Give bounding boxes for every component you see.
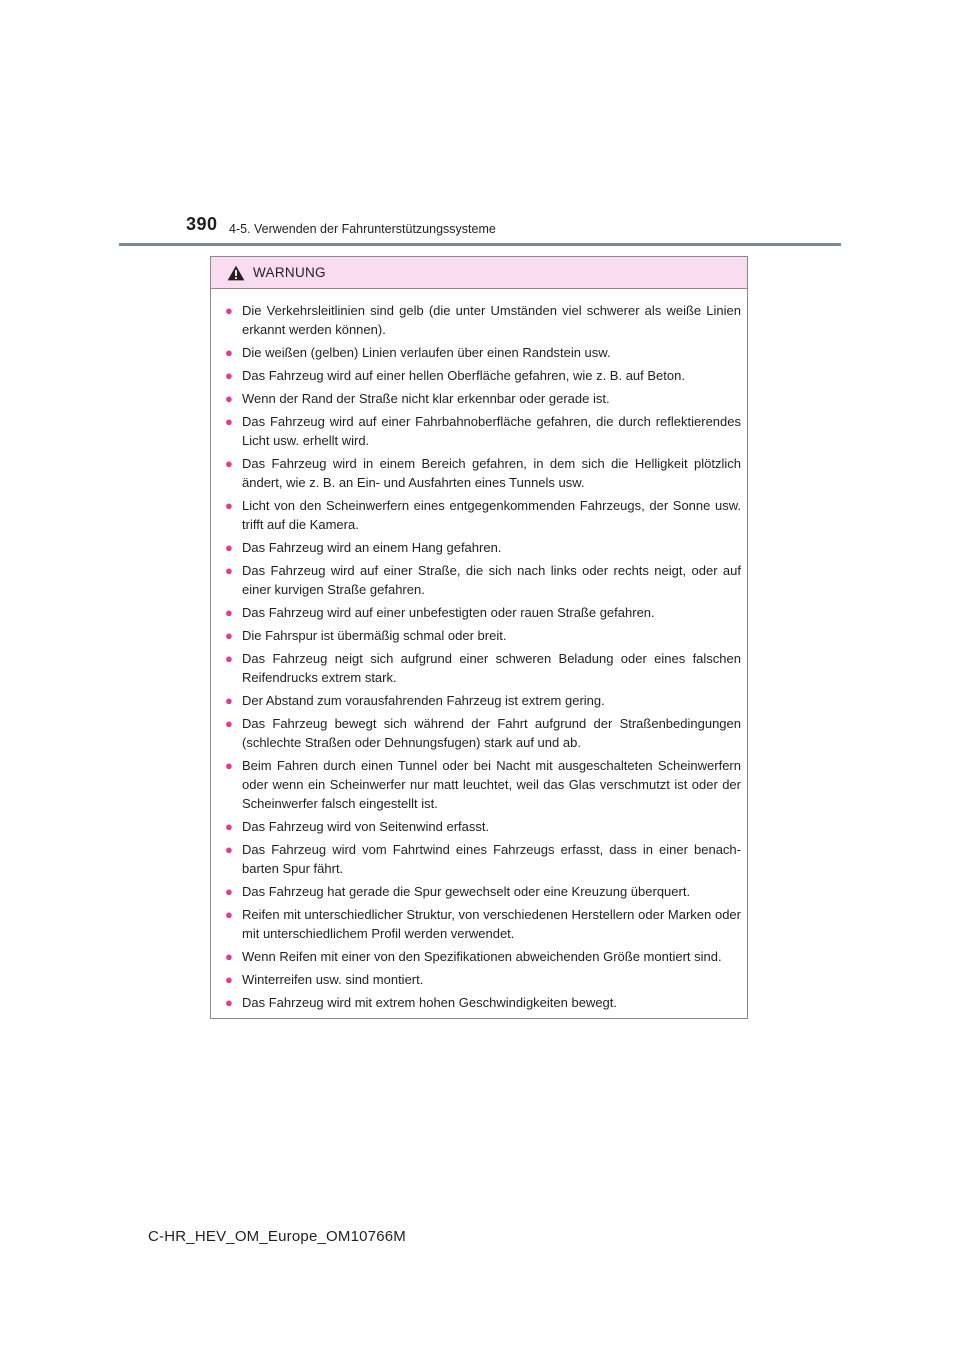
warning-item (225, 538, 741, 557)
warning-list (211, 289, 747, 1012)
warning-item-text: Das Fahrzeug wird vom Fahrtwind eines Fahrzeugs erfasst, dass in einer benachbarten Spur fährt. (242, 842, 741, 876)
warning-item (225, 366, 741, 385)
bullet-icon: ● (225, 605, 233, 620)
warning-item-text: Das Fahrzeug wird von Seitenwind erfasst. (242, 819, 490, 834)
warning-item (225, 454, 741, 492)
warning-item-text: Wenn Reifen mit einer von den Spezifikationen abweichenden Größe montiert sind. (242, 949, 722, 964)
warning-item-text: Die Fahrspur ist übermäßig schmal oder breit. (242, 628, 507, 643)
warning-item (225, 561, 741, 599)
document-code: C-HR_HEV_OM_Europe_OM10766M (148, 1228, 407, 1245)
bullet-icon: ● (225, 563, 233, 578)
bullet-icon: ● (225, 345, 233, 360)
bullet-icon: ● (225, 972, 233, 987)
warning-item-text: Licht von den Scheinwerfern eines entgegenkommenden Fahrzeugs, der Sonne usw. trifft auf die Kamera. (242, 498, 741, 532)
warning-item-text: Beim Fahren durch einen Tunnel oder bei Nacht mit ausgeschalteten Scheinwerfern oder wenn ein Scheinwerfer nur matt leuchtet, weil das Glas verschmutzt ist oder der Scheinwerfer falsch eingestellt ist. (242, 758, 741, 811)
warning-item-text: Reifen mit unterschiedlicher Struktur, von verschiedenen Herstellern oder Marken oder mit unterschiedlichem Profil werden verwendet. (242, 907, 741, 941)
bullet-icon: ● (225, 949, 233, 964)
warning-item (225, 817, 741, 836)
warning-title: WARNUNG (253, 265, 326, 280)
bullet-icon: ● (225, 758, 233, 773)
warning-item (225, 649, 741, 687)
warning-item (225, 389, 741, 408)
section-title: 4-5. Verwenden der Fahrunterstützungssysteme (229, 222, 496, 236)
warning-item (225, 691, 741, 710)
warning-item (225, 603, 741, 622)
warning-item (225, 496, 741, 534)
bullet-icon: ● (225, 651, 233, 666)
warning-item-text: Das Fahrzeug wird auf einer unbefestigten oder rauen Straße gefahren. (242, 605, 655, 620)
warning-item (225, 905, 741, 943)
warning-item-text: Die Verkehrsleitlinien sind gelb (die unter Umständen viel schwerer als weiße Linien erkannt werden können). (242, 303, 741, 337)
warning-item-text: Das Fahrzeug wird in einem Bereich gefahren, in dem sich die Helligkeit plötzlich ändert, wie z. B. an Ein- und Ausfahrten eines Tunnels usw. (242, 456, 741, 490)
bullet-icon: ● (225, 368, 233, 383)
bullet-icon: ● (225, 907, 233, 922)
warning-item-text: Das Fahrzeug neigt sich aufgrund einer schweren Beladung oder eines falschen Reifendrucks extrem stark. (242, 651, 741, 685)
warning-header (211, 257, 747, 289)
bullet-icon: ● (225, 456, 233, 471)
warning-item-text: Das Fahrzeug wird an einem Hang gefahren. (242, 540, 502, 555)
bullet-icon: ● (225, 819, 233, 834)
warning-item-text: Das Fahrzeug wird auf einer Straße, die sich nach links oder rechts neigt, oder auf einer kurvigen Straße gefahren. (242, 563, 741, 597)
warning-item-text: Das Fahrzeug bewegt sich während der Fahrt aufgrund der Straßenbedingungen (schlechte Straßen oder Dehnungsfugen) stark auf und ab. (242, 716, 741, 750)
warning-item (225, 714, 741, 752)
bullet-icon: ● (225, 414, 233, 429)
bullet-icon: ● (225, 391, 233, 406)
warning-item (225, 412, 741, 450)
header-rule (119, 243, 841, 246)
warning-item-text: Die weißen (gelben) Linien verlaufen über einen Randstein usw. (242, 345, 611, 360)
bullet-icon: ● (225, 884, 233, 899)
bullet-icon: ● (225, 303, 233, 318)
warning-item (225, 343, 741, 362)
bullet-icon: ● (225, 716, 233, 731)
warning-item (225, 756, 741, 813)
bullet-icon: ● (225, 995, 233, 1010)
warning-item-text: Das Fahrzeug wird auf einer Fahrbahnoberfläche gefahren, die durch reflektierendes Licht usw. erhellt wird. (242, 414, 741, 448)
bullet-icon: ● (225, 540, 233, 555)
warning-box (210, 256, 748, 1019)
warning-item-text: Das Fahrzeug wird auf einer hellen Oberfläche gefahren, wie z. B. auf Beton. (242, 368, 685, 383)
warning-item (225, 947, 741, 966)
warning-item-text: Das Fahrzeug hat gerade die Spur gewechselt oder eine Kreuzung überquert. (242, 884, 691, 899)
bullet-icon: ● (225, 693, 233, 708)
warning-item-text: Das Fahrzeug wird mit extrem hohen Geschwindigkeiten bewegt. (242, 995, 618, 1010)
warning-item-text: Wenn der Rand der Straße nicht klar erkennbar oder gerade ist. (242, 391, 610, 406)
warning-item (225, 993, 741, 1012)
warning-item (225, 970, 741, 989)
bullet-icon: ● (225, 842, 233, 857)
bullet-icon: ● (225, 628, 233, 643)
warning-item (225, 301, 741, 339)
warning-item (225, 626, 741, 645)
warning-item-text: Winterreifen usw. sind montiert. (242, 972, 424, 987)
warning-triangle-icon (227, 265, 245, 281)
bullet-icon: ● (225, 498, 233, 513)
warning-item (225, 840, 741, 878)
warning-item (225, 882, 741, 901)
warning-item-text: Der Abstand zum vorausfahrenden Fahrzeug ist extrem gering. (242, 693, 605, 708)
page-number: 390 (186, 214, 218, 234)
